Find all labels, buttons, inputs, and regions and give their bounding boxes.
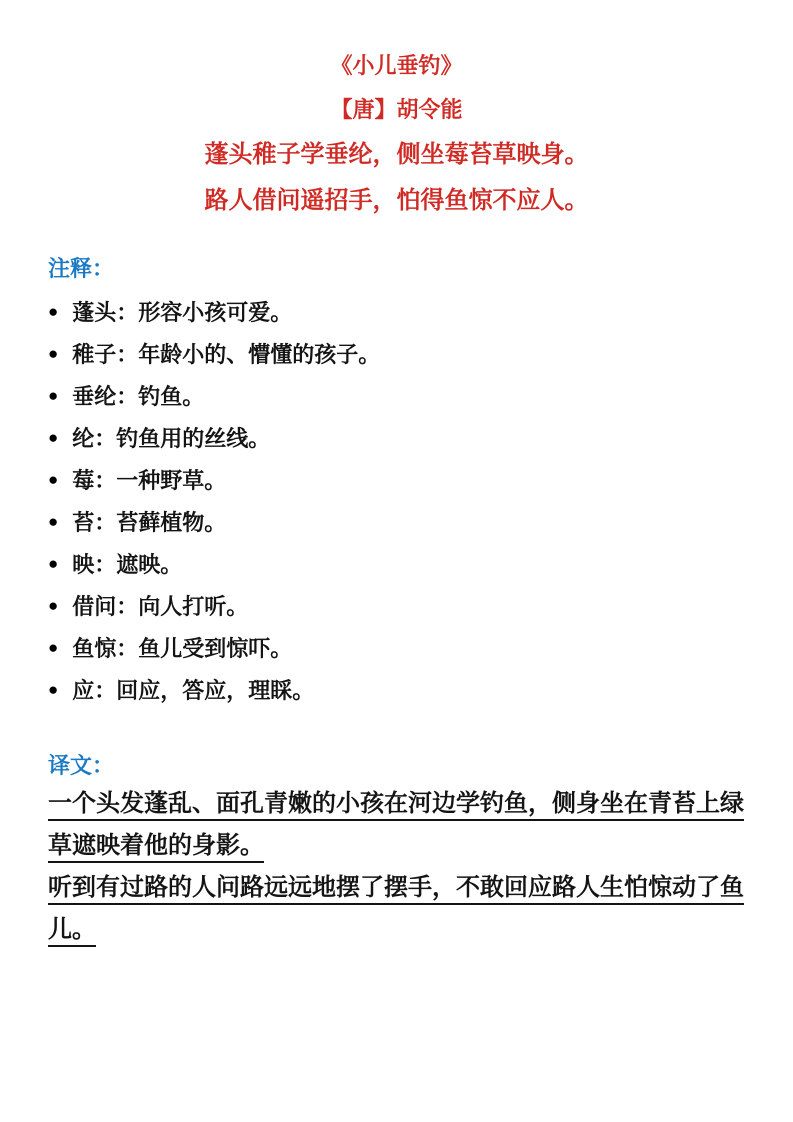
poem-line: 蓬头稚子学垂纶，侧坐莓苔草映身。 [204,141,589,168]
note-item [48,416,769,458]
bullet-icon: ● [48,511,59,531]
note-text: 鱼惊：鱼儿受到惊吓。 [72,635,293,661]
notes-label: 注释： [48,256,115,281]
note-text: 应：回应，答应，理睬。 [72,677,315,703]
note-text: 莓：一种野草。 [72,467,227,493]
note-item [48,584,769,626]
note-item [48,500,769,542]
translation-section [48,751,769,951]
bullet-icon: ● [48,385,59,405]
note-item [48,668,769,710]
note-text: 苔：苔藓植物。 [72,509,227,535]
translation-paragraph: 一个头发蓬乱、面孔青嫩的小孩在河边学钓鱼，侧身坐在青苔上绿草遮映着他的身影。 [48,790,744,859]
bullet-icon: ● [48,301,59,321]
note-text: 稚子：年龄小的、懵懂的孩子。 [72,341,381,367]
note-text: 借问：向人打听。 [72,593,249,619]
translation-body [48,783,760,951]
notes-list [48,290,769,710]
bullet-icon: ● [48,637,59,657]
note-item [48,332,769,374]
bullet-icon: ● [48,343,59,363]
note-text: 映：遮映。 [72,551,183,577]
note-item [48,626,769,668]
note-text: 纶：钓鱼用的丝线。 [72,425,271,451]
bullet-icon: ● [48,469,59,489]
note-item [48,542,769,584]
note-item [48,290,769,332]
poem-line: 路人借问遥招手，怕得鱼惊不应人。 [204,187,589,214]
translation-paragraph: 听到有过路的人问路远远地摆了摆手，不敢回应路人生怕惊动了鱼儿。 [48,874,744,943]
notes-section [48,254,769,710]
note-item [48,458,769,500]
bullet-icon: ● [48,427,59,447]
bullet-icon: ● [48,679,59,699]
translation-label: 译文： [48,753,115,778]
poem-title: 《小儿垂钓》 [330,53,463,78]
bullet-icon: ● [48,553,59,573]
bullet-icon: ● [48,595,59,615]
poem-author: 【唐】胡令能 [330,97,463,122]
note-item [48,374,769,416]
poem-header [0,0,793,224]
note-text: 蓬头：形容小孩可爱。 [72,299,293,325]
note-text: 垂纶：钓鱼。 [72,383,205,409]
